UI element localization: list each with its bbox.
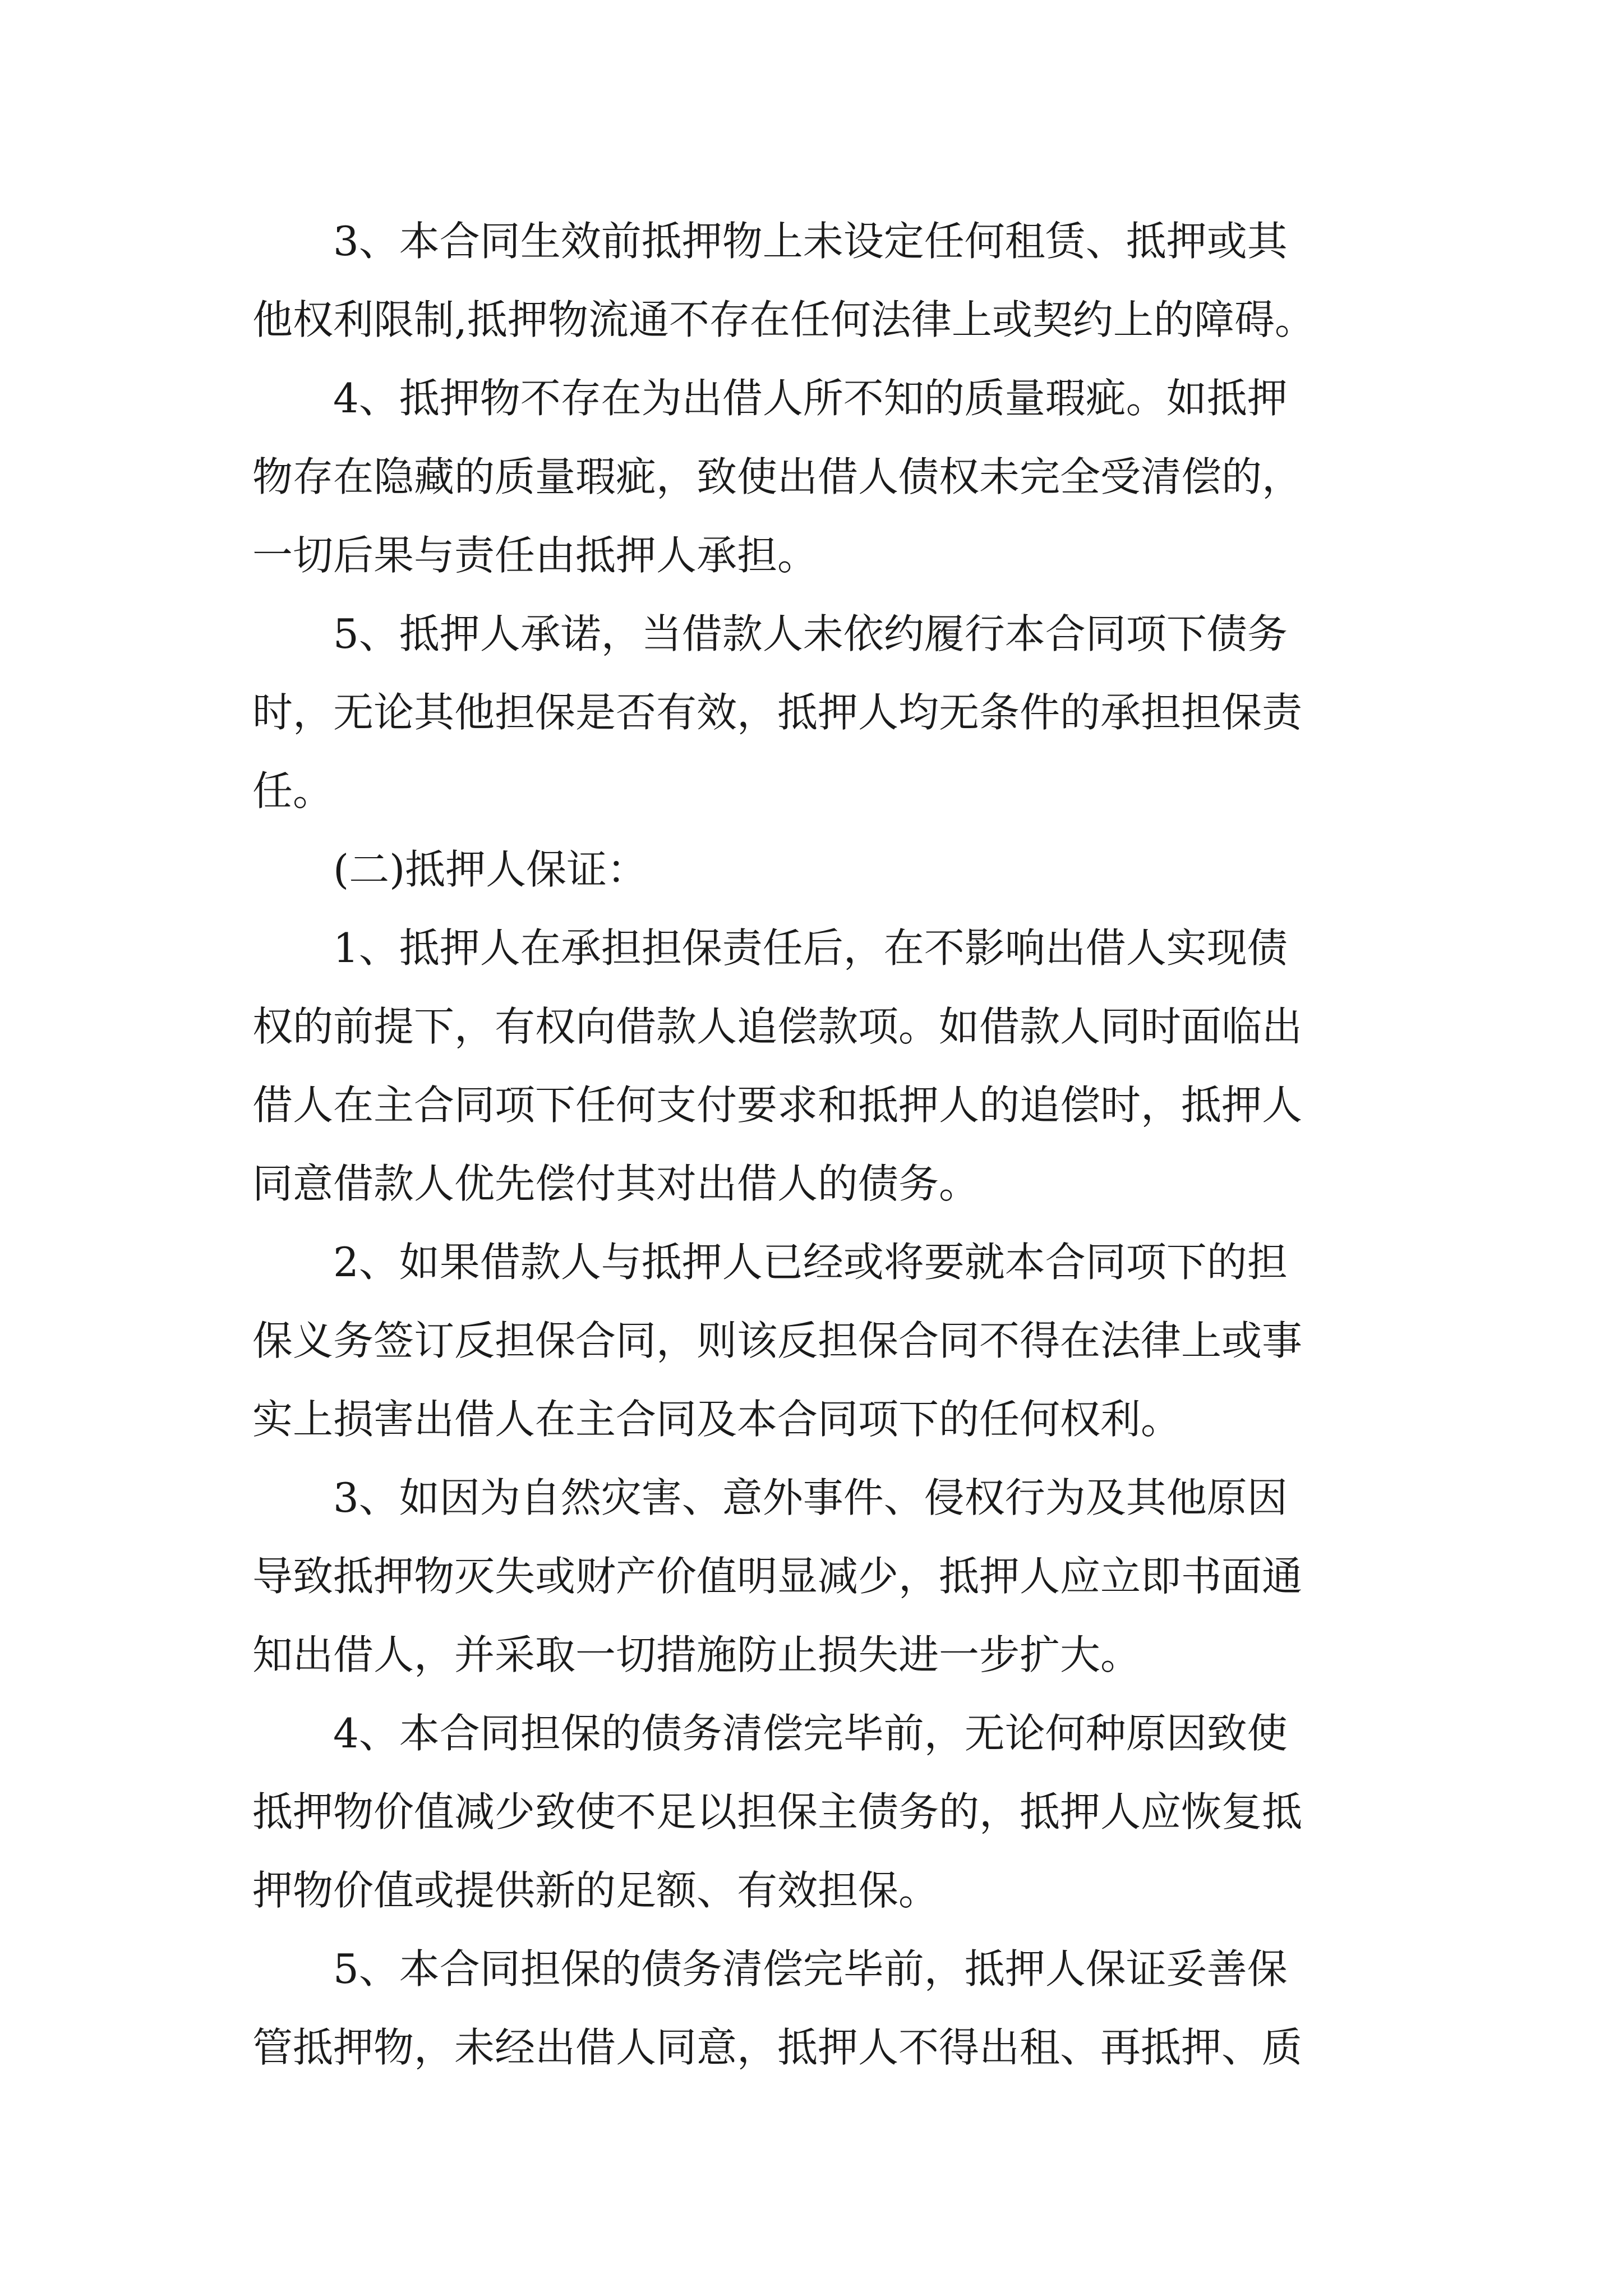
text-line: 抵押物价值减少致使不足以担保主债务的，抵押人应恢复抵 (252, 1788, 1303, 1835)
text-line: 物存在隐藏的质量瑕疵，致使出借人债权未完全受清偿的， (252, 453, 1303, 500)
text-line: 4、抵押物不存在为出借人所不知的质量瑕疵。如抵押 (333, 375, 1288, 422)
paragraph-clause-4 (252, 359, 1396, 595)
text-line: 保义务签订反担保合同，则该反担保合同不得在法律上或事 (252, 1317, 1303, 1364)
text-line: 借人在主合同项下任何支付要求和抵押人的追偿时，抵押人 (252, 1082, 1303, 1129)
text-line: 实上损害出借人在主合同及本合同项下的任何权利。 (252, 1396, 1182, 1443)
document-body (252, 202, 1396, 2087)
text-line: 任。 (252, 767, 334, 815)
text-line: 同意借款人优先偿付其对出借人的债务。 (252, 1160, 980, 1207)
text-line: 4、本合同担保的债务清偿完毕前，无论何种原因致使 (333, 1710, 1288, 1757)
text-line: 3、如因为自然灾害、意外事件、侵权行为及其他原因 (333, 1474, 1288, 1521)
text-line: 他权利限制,抵押物流通不存在任何法律上或契约上的障碍。 (252, 296, 1315, 343)
text-line: (二)抵押人保证： (333, 846, 648, 893)
text-line: 1、抵押人在承担担保责任后，在不影响出借人实现债 (333, 924, 1288, 972)
text-line: 3、本合同生效前抵押物上未设定任何租赁、抵押或其 (333, 218, 1288, 265)
paragraph-clause-5 (252, 595, 1396, 830)
text-line: 导致抵押物灭失或财产价值明显减少，抵押人应立即书面通 (252, 1553, 1303, 1600)
text-line: 5、本合同担保的债务清偿完毕前，抵押人保证妥善保 (333, 1945, 1288, 1993)
paragraph-guarantee-3 (252, 1458, 1396, 1694)
section-heading-mortgagor-guarantee (252, 830, 1396, 909)
text-line: 时，无论其他担保是否有效，抵押人均无条件的承担担保责 (252, 689, 1303, 736)
text-line: 2、如果借款人与抵押人已经或将要就本合同项下的担 (333, 1239, 1288, 1286)
paragraph-guarantee-1 (252, 909, 1396, 1223)
paragraph-guarantee-5 (252, 1930, 1396, 2087)
text-line: 管抵押物，未经出借人同意，抵押人不得出租、再抵押、质 (252, 2024, 1303, 2071)
paragraph-guarantee-4 (252, 1694, 1396, 1930)
text-line: 知出借人，并采取一切措施防止损失进一步扩大。 (252, 1631, 1141, 1678)
paragraph-clause-3 (252, 202, 1396, 359)
paragraph-guarantee-2 (252, 1223, 1396, 1458)
text-line: 一切后果与责任由抵押人承担。 (252, 532, 818, 579)
text-line: 押物价值或提供新的足额、有效担保。 (252, 1867, 939, 1914)
text-line: 权的前提下，有权向借款人追偿款项。如借款人同时面临出 (252, 1003, 1303, 1050)
text-line: 5、抵押人承诺，当借款人未依约履行本合同项下债务 (333, 610, 1288, 657)
